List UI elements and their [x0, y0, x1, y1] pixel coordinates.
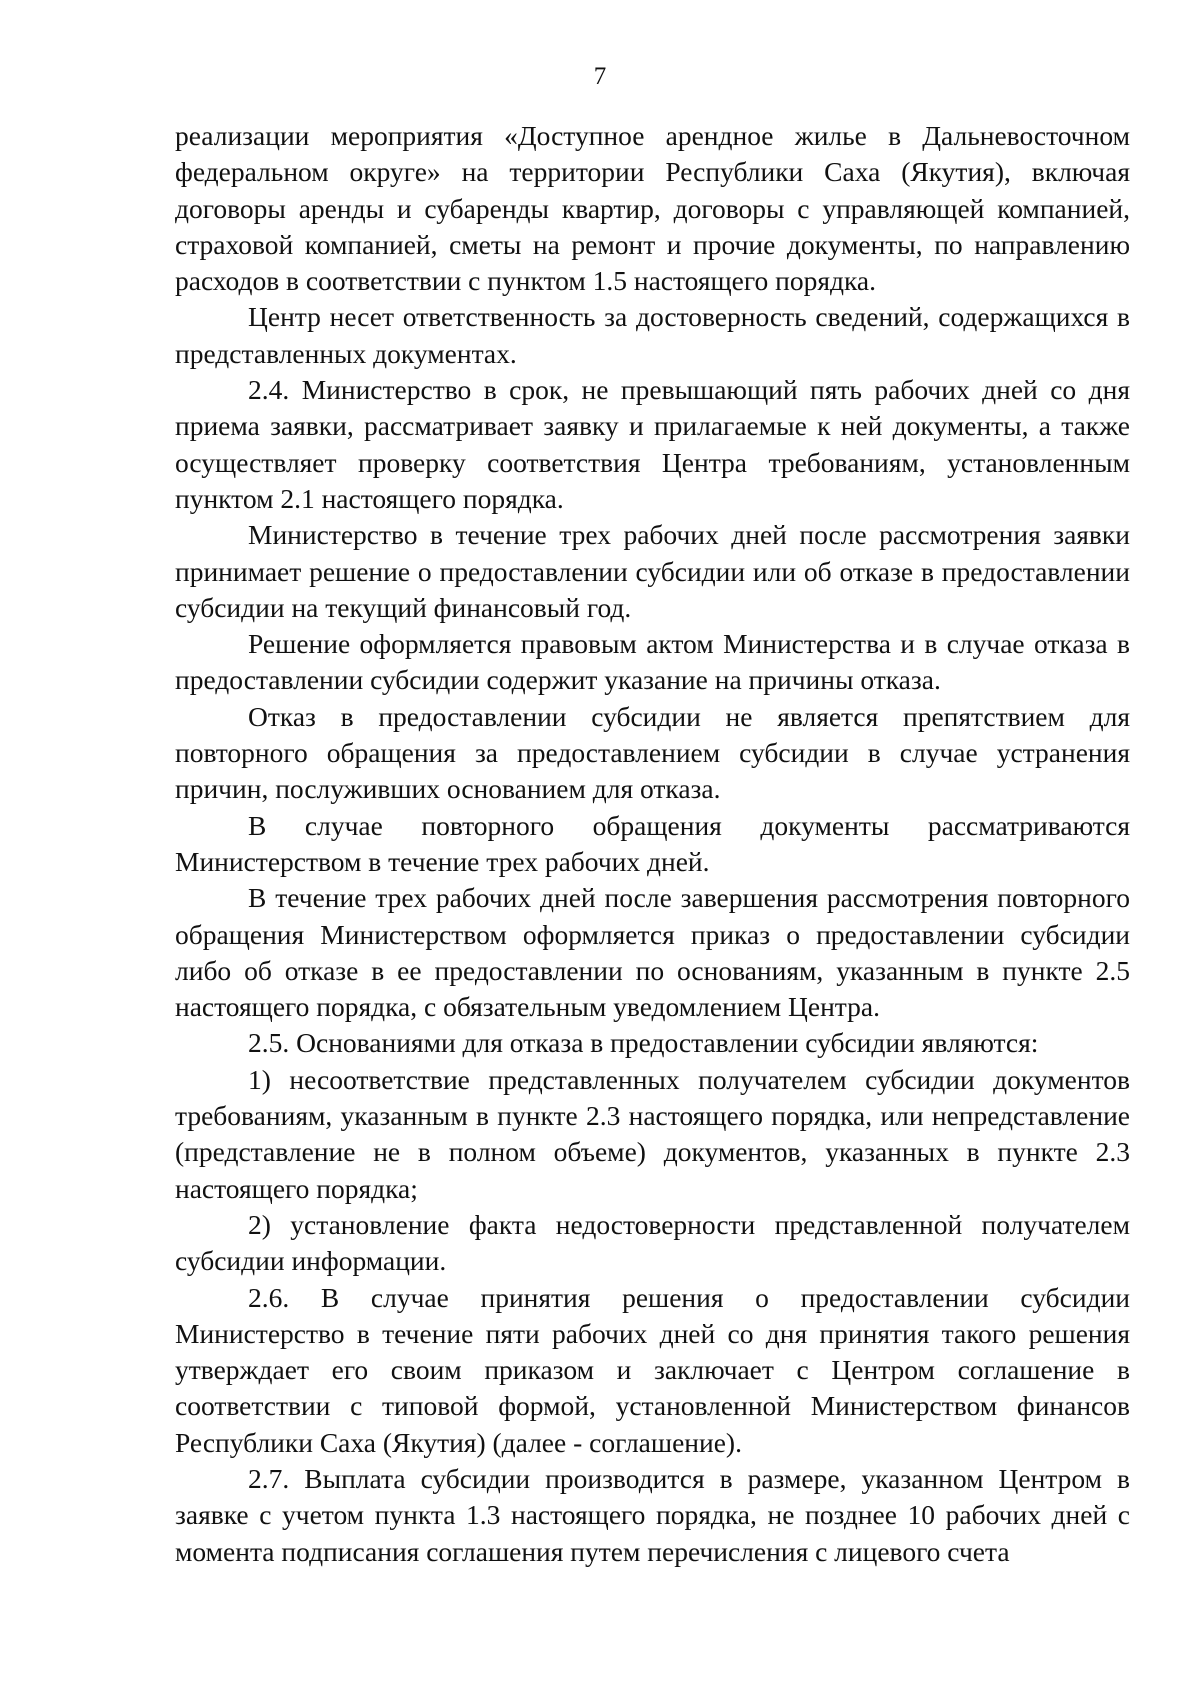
- paragraph-2-4: 2.4. Министерство в срок, не превышающий пять рабочих дней со дня приема заявки, рассматривает заявку и прилагаемые к ней документы, а также осуществляет проверку соответствия Центра требованиям, установленным пунктом 2.1 настоящего порядка.: [175, 374, 1130, 514]
- paragraph-refusal-not-obstacle: Отказ в предоставлении субсидии не является препятствием для повторного обращения за предоставлением субсидии в случае устранения причин, послуживших основанием для отказа.: [175, 700, 1130, 805]
- paragraph-2-7: 2.7. Выплата субсидии производится в размере, указанном Центром в заявке с учетом пункта 1.3 настоящего порядка, не позднее 10 рабочих дней с момента подписания соглашения путем перечисления с лицевого счета: [175, 1462, 1130, 1567]
- paragraph-decision-form: Решение оформляется правовым актом Министерства и в случае отказа в предоставлении субсидии содержит указание на причины отказа.: [175, 628, 1130, 696]
- paragraph-continuation: реализации мероприятия «Доступное арендное жилье в Дальневосточном федеральном округе» на территории Республики Саха (Якутия), включая договоры аренды и субаренды квартир, договоры с управляющей компанией, страховой компанией, сметы на ремонт и прочие документы, по направлению расходов в соответствии с пунктом 1.5 настоящего порядка.: [175, 120, 1130, 297]
- paragraph-2-5-item-2: 2) установление факта недостоверности представленной получателем субсидии информации.: [175, 1208, 1130, 1277]
- page-number: 7: [593, 63, 607, 90]
- paragraph-2-5: 2.5. Основаниями для отказа в предоставлении субсидии являются:: [248, 1027, 1039, 1059]
- paragraph-center-responsibility: Центр несет ответственность за достоверность сведений, содержащихся в представленных документах.: [175, 301, 1130, 369]
- document-body: [175, 118, 1130, 1570]
- paragraph-repeat-application: В случае повторного обращения документы рассматриваются Министерством в течение трех рабочих дней.: [175, 809, 1130, 877]
- paragraph-2-5-item-1: 1) несоответствие представленных получателем субсидии документов требованиям, указанным в пункте 2.3 настоящего порядка, или непредставление (представление не в полном объеме) документов, указанных в пункте 2.3 настоящего порядка;: [175, 1063, 1130, 1204]
- paragraph-repeat-decision: В течение трех рабочих дней после завершения рассмотрения повторного обращения Министерством оформляется приказ о предоставлении субсидии либо об отказе в ее предоставлении по основаниям, указанным в пункте 2.5 настоящего порядка, с обязательным уведомлением Центра.: [175, 882, 1130, 1023]
- paragraph-decision-timeline: Министерство в течение трех рабочих дней после рассмотрения заявки принимает решение о предоставлении субсидии или об отказе в предоставлении субсидии на текущий финансовый год.: [175, 519, 1130, 623]
- paragraph-2-6: 2.6. В случае принятия решения о предоставлении субсидии Министерство в течение пяти рабочих дней со дня принятия такого решения утверждает его своим приказом и заключает с Центром соглашение в соответствии с типовой формой, установленной Министерством финансов Республики Саха (Якутия) (далее - соглашение).: [175, 1281, 1130, 1458]
